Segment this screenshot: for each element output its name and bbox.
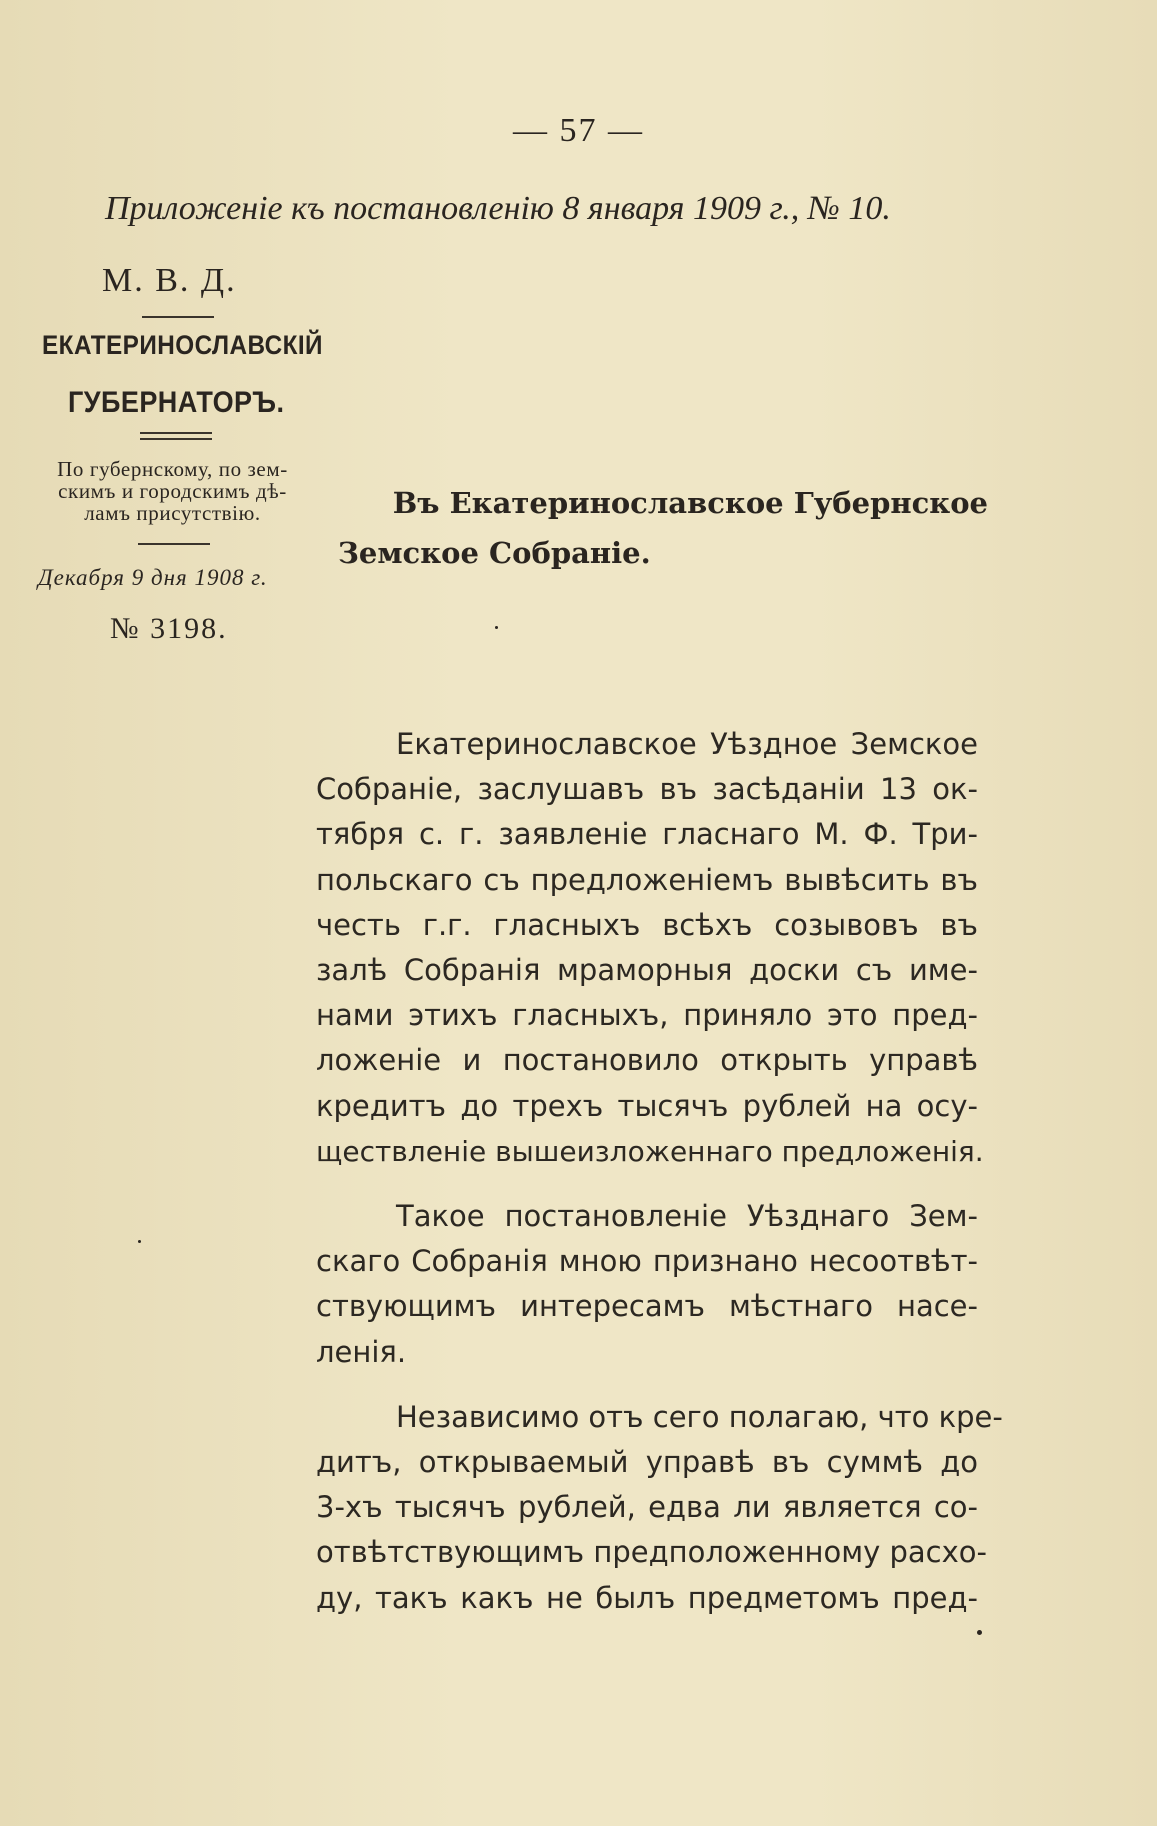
divider-rule [140,438,212,440]
letter-body [316,722,1003,1641]
office-name [20,458,325,524]
text-line: 3-хъ тысячъ рублей, едва ли является со- [316,1490,978,1525]
text-line: ществленіе вышеизложеннаго предложенія. [316,1134,984,1168]
governor-title-line1: ЕКАТЕРИНОСЛАВСКІЙ [42,330,323,360]
text-line: Екатеринославское Уѣздное Земское [396,727,978,761]
page-number: — 57 — [513,112,644,149]
appendix-header: Приложеніе къ постановленію 8 января 1909 г., № 10. [105,190,891,227]
office-line: скимъ и городскимъ дѣ- [58,479,287,503]
text-line: ленія. [316,1334,407,1369]
text-line: ствующимъ интересамъ мѣстнаго насе- [316,1289,978,1324]
text-line: дитъ, открываемый управѣ въ суммѣ до [316,1445,978,1480]
office-line: ламъ присутствію. [84,501,261,525]
paragraph-1 [316,722,984,1174]
document-date: Декабря 9 дня 1908 г. [38,565,268,590]
reference-number: № 3198. [110,612,228,645]
addressee-line: Въ Екатеринославское Губернское [392,486,988,520]
divider-rule [138,543,210,545]
divider-rule [142,316,214,318]
text-line: ду, такъ какъ не былъ предметомъ пред- [316,1580,978,1615]
text-line: залѣ Собранія мраморныя доски съ име- [316,953,978,988]
print-speck [495,626,498,629]
text-line: Независимо отъ сего полагаю, что кре- [396,1399,1003,1434]
text-line: ложеніе и постановило открыть управѣ [316,1043,978,1078]
text-line: скаго Собранія мною признано несоотвѣт- [316,1244,978,1279]
addressee-line: Земское Собраніе. [338,536,651,570]
print-speck [977,1630,982,1635]
addressee [338,478,988,578]
text-line: кредитъ до трехъ тысячъ рублей на осу- [316,1088,978,1123]
paragraph-2 [316,1194,978,1375]
text-line: отвѣтствующимъ предположенному расхо- [316,1535,987,1570]
text-line: тября с. г. заявленіе гласнаго М. Ф. Три- [316,817,978,852]
text-line: Такое постановленіе Уѣзднаго Зем- [396,1199,978,1234]
text-line: честь г.г. гласныхъ всѣхъ созывовъ въ [316,907,978,942]
print-speck [138,1240,141,1243]
governor-title-line2: ГУБЕРНАТОРЪ. [68,386,285,419]
ministry-label: М. В. Д. [102,262,237,299]
office-line: По губернскому, по зем- [57,457,288,481]
text-line: нами этихъ гласныхъ, приняло это пред- [316,998,978,1033]
text-line: польскаго съ предложеніемъ вывѣсить въ [316,862,978,897]
divider-rule [140,432,212,434]
text-line: Собраніе, заслушавъ въ засѣданіи 13 ок- [316,772,978,807]
paragraph-3 [316,1395,1003,1621]
